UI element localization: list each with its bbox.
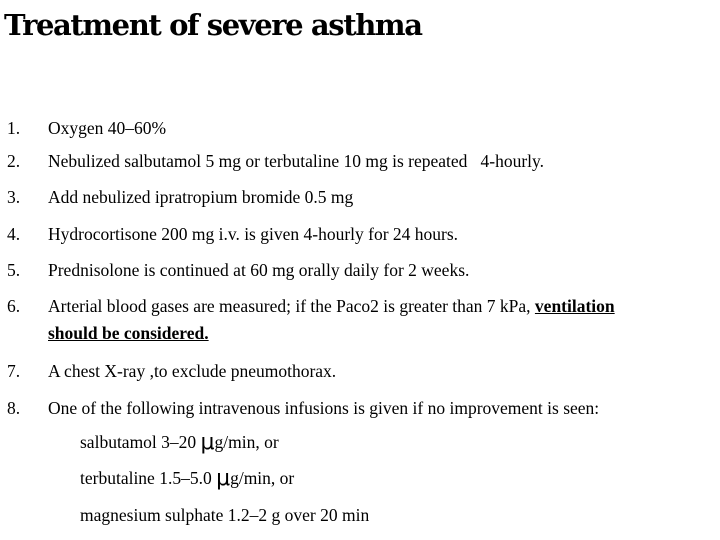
item-number: 5. [7,260,21,280]
item-text: Prednisolone is continued at 60 mg orally daily for 2 weeks. [48,260,470,280]
infusion-option-salbutamol [80,430,279,455]
item-number: 6. [7,296,21,316]
micro-symbol: μ [216,466,231,491]
ventilation-emphasis: ventilation [534,296,615,316]
slide-title: Treatment of severe asthma [4,8,422,42]
item-number: 3. [7,187,21,207]
infusion-drug-dose: salbutamol 3–20 [80,432,201,452]
item-text-main: Arterial blood gases are measured; if the Paco2 is greater than 7 kPa, [48,296,535,316]
infusion-unit: g/min, or [230,468,295,488]
item-number: 2. [7,151,21,171]
item-text: Nebulized salbutamol 5 mg or terbutaline 10 mg is repeated 4-hourly. [48,151,545,171]
micro-symbol: μ [200,430,215,455]
infusion-option-terbutaline [80,466,294,491]
item-number: 1. [7,118,21,138]
infusion-option-magnesium [80,503,369,527]
item-text: A chest X-ray ,to exclude pneumothorax. [48,361,337,381]
consideration-emphasis: should be considered. [48,323,209,343]
item-text: Hydrocortisone 200 mg i.v. is given 4-hourly for 24 hours. [48,224,459,244]
item-number: 4. [7,224,21,244]
infusion-drug-dose: magnesium sulphate 1.2–2 g over 20 min [80,505,370,525]
infusion-drug-dose: terbutaline 1.5–5.0 [80,468,217,488]
item-number: 8. [7,398,21,418]
item-text [48,295,712,317]
item-text: One of the following intravenous infusions is given if no improvement is seen: [48,398,600,418]
item-number: 7. [7,361,21,381]
item-text: Oxygen 40–60% [48,118,167,138]
infusion-unit: g/min, or [214,432,279,452]
item-text-continuation [48,322,712,344]
item-text: Add nebulized ipratropium bromide 0.5 mg [48,187,354,207]
